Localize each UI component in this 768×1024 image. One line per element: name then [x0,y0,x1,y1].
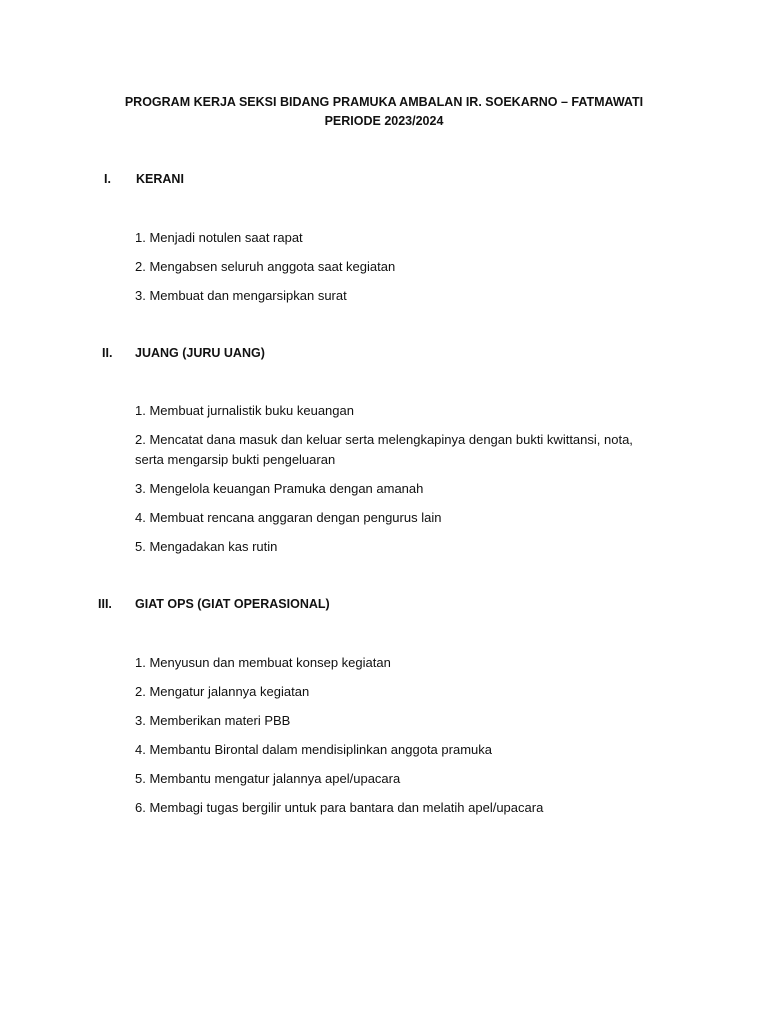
list-item: 2. Mengabsen seluruh anggota saat kegiatan [135,259,396,274]
list-item: 3. Mengelola keuangan Pramuka dengan amanah [135,481,424,496]
list-item: 3. Memberikan materi PBB [135,713,291,728]
section-title: KERANI [136,172,184,186]
list-item: 2. Mencatat dana masuk dan keluar serta melengkapinya dengan bukti kwittansi, nota, serta mengarsip bukti pengeluaran [135,432,633,467]
list-item: 1. Menjadi notulen saat rapat [135,230,303,245]
section-numeral: II. [102,346,113,360]
list-item: 6. Membagi tugas bergilir untuk para bantara dan melatih apel/upacara [135,800,544,815]
list-item: 1. Menyusun dan membuat konsep kegiatan [135,655,391,670]
section-title: JUANG (JURU UANG) [135,346,265,360]
list-item: 2. Mengatur jalannya kegiatan [135,684,310,699]
list-item: 4. Membantu Birontal dalam mendisiplinkan anggota pramuka [135,742,492,757]
section-numeral: III. [98,597,112,611]
section-heading-juang [98,344,265,362]
document-title: PROGRAM KERJA SEKSI BIDANG PRAMUKA AMBALAN IR. SOEKARNO – FATMAWATI PERIODE 2023/2024 [124,95,644,128]
list-item: 4. Membuat rencana anggaran dengan pengurus lain [135,510,442,525]
list-item: 3. Membuat dan mengarsipkan surat [135,288,347,303]
section-numeral: I. [104,172,111,186]
list-item: 5. Mengadakan kas rutin [135,539,278,554]
list-item: 5. Membantu mengatur jalannya apel/upacara [135,771,401,786]
section-title: GIAT OPS (GIAT OPERASIONAL) [135,597,330,611]
section-heading-giat-ops [98,595,330,613]
list-item: 1. Membuat jurnalistik buku keuangan [135,403,354,418]
section-heading-kerani [98,170,184,188]
